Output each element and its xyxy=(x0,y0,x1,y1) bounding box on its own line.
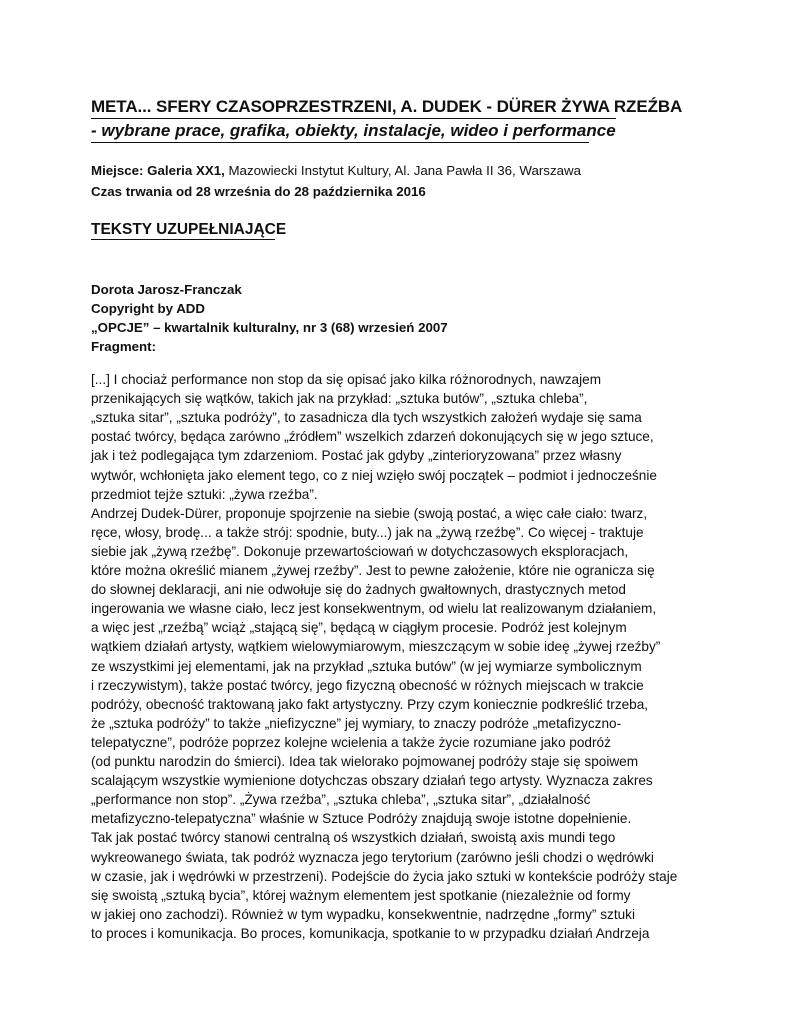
body-line: telepatyczne”, podróże poprzez kolejne wcielenia a także życie rozumiane jako podróż xyxy=(91,734,611,750)
body-line: „performance non stop”. „Żywa rzeźba”, „sztuka chleba”, „sztuka sitar”, „działalność xyxy=(91,792,591,808)
section-heading: TEKSTY UZUPEŁNIAJĄCE xyxy=(91,221,287,238)
duration-text: Czas trwania od 28 września do 28 października 2016 xyxy=(91,184,426,199)
body-line: i rzeczywistym), także postać twórcy, jego fizyczną obecność w różnych miejscach w trakcie xyxy=(91,677,644,693)
body-line: ze wszystkimi jej elementami, jak na przykład „sztuka butów” (w jej wymiarze symbolicznym xyxy=(91,658,642,674)
venue-line xyxy=(91,163,581,178)
venue-label: Miejsce: Galeria XX1, xyxy=(91,163,225,178)
body-line: jak i też podlegająca tym zdarzeniom. Postać jak gdyby „zinterioryzowana” przez własny xyxy=(91,448,622,464)
body-line: przedmiot tejże sztuki: „żywa rzeźba”. xyxy=(91,486,318,502)
body-line: wątkiem działań artysty, wątkiem wielowymiarowym, mieszczącym w sobie ideę „żywej rzeźby” xyxy=(91,639,661,655)
body-line: [...] I chociaż performance non stop da się opisać jako kilka różnorodnych, nawzajem xyxy=(91,372,602,387)
body-line: w czasie, jak i wędrówki w przestrzeni). Podejście do życia jako sztuki w kontekście podróży staje xyxy=(91,868,678,884)
body-line: Tak jak postać twórcy stanowi centralną oś wszystkich działań, swoistą axis mundi tego xyxy=(91,830,616,846)
document-subtitle: - wybrane prace, grafika, obiekty, instalacje, wideo i performance xyxy=(91,121,616,140)
source-author: Dorota Jarosz-Franczak xyxy=(91,282,242,297)
document-title: META... SFERY CZASOPRZESTRZENI, A. DUDEK - DÜRER ŻYWA RZEŹBA xyxy=(91,97,683,116)
subtitle-underline xyxy=(91,142,589,143)
body-line: Andrzej Dudek-Dürer, proponuje spojrzenie na siebie (swoją postać, a więc całe ciało: twarz, xyxy=(91,505,648,521)
body-line: siebie jak „żywą rzeźbę”. Dokonuje przewartościowań w dotychczasowych eksploracjach, xyxy=(91,543,629,559)
source-copyright: Copyright by ADD xyxy=(91,301,206,316)
body-line: to proces i komunikacja. Bo proces, komunikacja, spotkanie to w przypadku działań Andrzeja xyxy=(91,925,650,941)
section-underline xyxy=(91,239,275,240)
body-line: a więc jest „rzeźbą” wciąż „stającą się”, będącą w ciągłym procesie. Podróż jest kolejnym xyxy=(91,620,627,636)
body-line: scalającym wszystkie wymienione dotychczas obszary działań tego artysty. Wyznacza zakres xyxy=(91,773,653,789)
source-publication: „OPCJE” – kwartalnik kulturalny, nr 3 (68) wrzesień 2007 xyxy=(91,320,448,335)
duration-line xyxy=(91,184,426,199)
body-line: podróży, obecność traktowaną jako fakt artystyczny. Przy czym koniecznie podkreślić trzeba, xyxy=(91,696,649,712)
venue-text: Mazowiecki Instytut Kultury, Al. Jana Pawła II 36, Warszawa xyxy=(224,163,581,178)
body-line: ingerowania we własne ciało, lecz jest konsekwentnym, od wielu lat realizowanym działaniem, xyxy=(91,601,657,617)
body-line: przenikających się wątków, takich jak na przykład: „sztuka butów”, „sztuka chleba”, xyxy=(91,391,588,407)
body-line: wykreowanego świata, tak podróż wyznacza jego terytorium (zarówno jeśli chodzi o wędrówki xyxy=(91,849,654,865)
body-line: w jakiej ono zachodzi). Również w tym wypadku, konsekwentnie, nadrzędne „formy” sztuki xyxy=(91,906,635,922)
source-fragment-label: Fragment: xyxy=(91,339,157,354)
body-line: wytwór, wchłonięta jako element tego, co z niej wzięło swój początek – podmiot i jednocześnie xyxy=(91,467,657,483)
body-line: się swoistą „sztuką bycia”, której ważnym elementem jest spotkanie (niezależnie od formy xyxy=(91,887,631,903)
body-line: że „sztuka podróży” to także „niefizyczne” jej wymiary, to znaczy podróże „metafizyczno- xyxy=(91,715,622,731)
body-line: metafizyczno-telepatyczna” właśnie w Sztuce Podróży znajdują swoje istotne dopełnienie. xyxy=(91,811,632,827)
body-line: „sztuka sitar”, „sztuka podróży”, to zasadnicza dla tych wszystkich założeń wydaje się sama xyxy=(91,410,642,426)
body-line: ręce, włosy, brodę... a także strój: spodnie, buty...) jak na „żywą rzeźbę”. Co więcej - traktuje xyxy=(91,524,644,540)
body-line: postać twórcy, będąca zarówno „źródłem” wszelkich zdarzeń dokonujących się w jego sztuce, xyxy=(91,429,654,445)
body-line: które można określić mianem „żywej rzeźby”. Jest to pewne założenie, które nie ogranicza się xyxy=(91,563,655,578)
title-underline xyxy=(91,118,616,119)
body-line: (od punktu narodzin do śmierci). Idea tak wielorako pojmowanej podróży staje się spoiwem xyxy=(91,754,639,769)
body-line: do słownej deklaracji, ani nie odwołuje się do żadnych gwałtownych, drastycznych metod xyxy=(91,582,626,598)
